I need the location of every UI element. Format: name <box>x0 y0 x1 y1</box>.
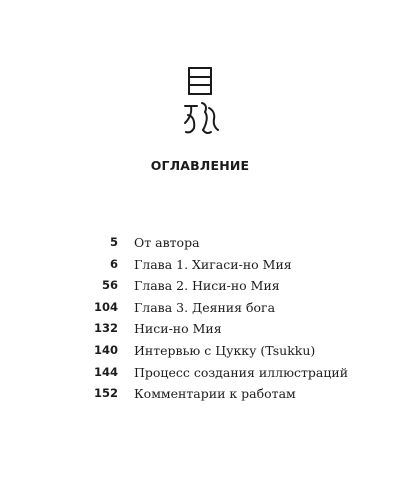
toc-entry-title: От автора <box>134 235 200 250</box>
toc-entry[interactable] <box>0 383 400 405</box>
seal-script-glyph-icon <box>180 66 220 138</box>
toc-page-number: 6 <box>109 256 118 271</box>
toc-entry-title: Процесс создания иллюстраций <box>134 364 349 380</box>
toc-page-number: 140 <box>93 342 118 357</box>
toc-entry-title: Глава 3. Деяния бога <box>134 299 276 315</box>
toc-entry[interactable] <box>0 340 400 362</box>
toc-page-number: 104 <box>93 299 118 314</box>
toc-entry[interactable] <box>0 362 400 384</box>
toc-entry[interactable] <box>0 275 400 297</box>
toc-entry[interactable] <box>0 232 400 254</box>
toc-entry[interactable] <box>0 254 400 276</box>
toc-page-number: 152 <box>93 386 118 401</box>
toc-page-number: 5 <box>109 235 118 249</box>
toc-entry-title: Глава 2. Ниси-но Мия <box>134 278 280 294</box>
page-title: ОГЛАВЛЕНИЕ <box>150 158 250 173</box>
toc-page-number: 132 <box>93 321 118 336</box>
toc-entry-title: Интервью с Цукку (Tsukku) <box>134 342 316 358</box>
toc-entry[interactable] <box>0 297 400 319</box>
table-of-contents <box>0 232 400 405</box>
toc-page-number: 56 <box>101 278 118 293</box>
toc-page-number: 144 <box>93 364 118 379</box>
toc-entry-title: Комментарии к работам <box>134 386 296 402</box>
toc-entry-title: Ниси-но Мия <box>134 321 222 337</box>
toc-entry[interactable] <box>0 318 400 340</box>
toc-entry-title: Глава 1. Хигаси-но Мия <box>134 256 292 272</box>
